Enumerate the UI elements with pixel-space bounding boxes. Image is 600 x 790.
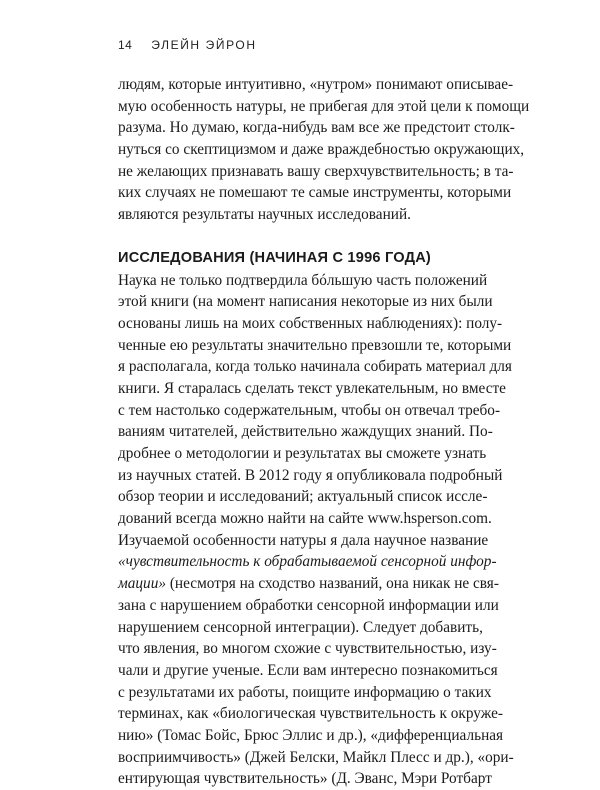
italic-term: «чувствительность к обрабатываемой сенсорной инфор- [118, 553, 497, 570]
text-line: из научных статей. В 2012 году я опубликовала подробный [118, 465, 482, 487]
paragraph-intro [118, 74, 482, 226]
page-number: 14 [118, 38, 132, 52]
text-line: что явления, во многом схожие с чувствительностью, изу- [118, 638, 482, 660]
text-line: Изучаемой особенности натуры я дала научное название [118, 530, 482, 552]
text-line: разума. Но думаю, когда-нибудь вам все же предстоит столк- [118, 117, 482, 139]
section-heading: ИССЛЕДОВАНИЯ (НАЧИНАЯ С 1996 ГОДА) [118, 248, 482, 270]
text-line: обзор теории и исследований; актуальный список иссле- [118, 486, 482, 508]
text-line: я располагала, когда только начинала собирать материал для [118, 356, 482, 378]
text-line: чали и другие ученые. Если вам интересно познакомиться [118, 660, 482, 682]
text-line: нию» (Томас Бойс, Брюс Эллис и др.), «дифференциальная [118, 725, 482, 747]
text-line: с результатами их работы, поищите информацию о таких [118, 682, 482, 704]
text-line: дробнее о методологии и результатах вы сможете узнать [118, 443, 482, 465]
author-name: ЭЛЕЙН ЭЙРОН [151, 38, 256, 52]
paragraph-gap [118, 226, 482, 248]
text-line: восприимчивость» (Джей Белски, Майкл Плесс и др.), «ори- [118, 747, 482, 769]
text-line: не желающих признавать вашу сверхчувствительность; в та- [118, 161, 482, 183]
text-line: этой книги (на момент написания некоторые из них были [118, 291, 482, 313]
text-line: ваниям читателей, действительно жаждущих знаний. По- [118, 421, 482, 443]
text-line: дований всегда можно найти на сайте www.hsperson.com. [118, 508, 482, 530]
text-line: книги. Я старалась сделать текст увлекательным, но вместе [118, 378, 482, 400]
paragraph-research [118, 270, 482, 790]
text-segment: (несмотря на сходство названий, она никак не свя- [166, 575, 499, 592]
running-head [118, 38, 257, 52]
text-line: людям, которые интуитивно, «нутром» понимают описывае- [118, 74, 482, 96]
text-line-italic [118, 551, 482, 573]
text-line: нарушением сенсорной интеграции). Следует добавить, [118, 617, 482, 639]
italic-term-end: мации» [118, 575, 166, 592]
text-line: ченные ею результаты значительно превзошли те, которыми [118, 335, 482, 357]
text-line-mixed [118, 573, 482, 595]
text-line: терминах, как «биологическая чувствительность к окруже- [118, 703, 482, 725]
text-line: ентирующая чувствительность» (Д. Эванс, Мэри Ротбарт [118, 768, 482, 790]
text-line: являются результаты научных исследований. [118, 204, 482, 226]
text-line: ких случаях не помешают те самые инструменты, которыми [118, 182, 482, 204]
text-line: зана с нарушением обработки сенсорной информации или [118, 595, 482, 617]
text-line: основаны лишь на моих собственных наблюдениях): полу- [118, 313, 482, 335]
text-line: Наука не только подтвердила бóльшую часть положений [118, 270, 482, 292]
text-line: с тем настолько содержательным, чтобы он отвечал требо- [118, 400, 482, 422]
body-text [118, 74, 482, 790]
text-line: мую особенность натуры, не прибегая для этой цели к помощи [118, 96, 482, 118]
text-line: нуться со скептицизмом и даже враждебностью окружающих, [118, 139, 482, 161]
